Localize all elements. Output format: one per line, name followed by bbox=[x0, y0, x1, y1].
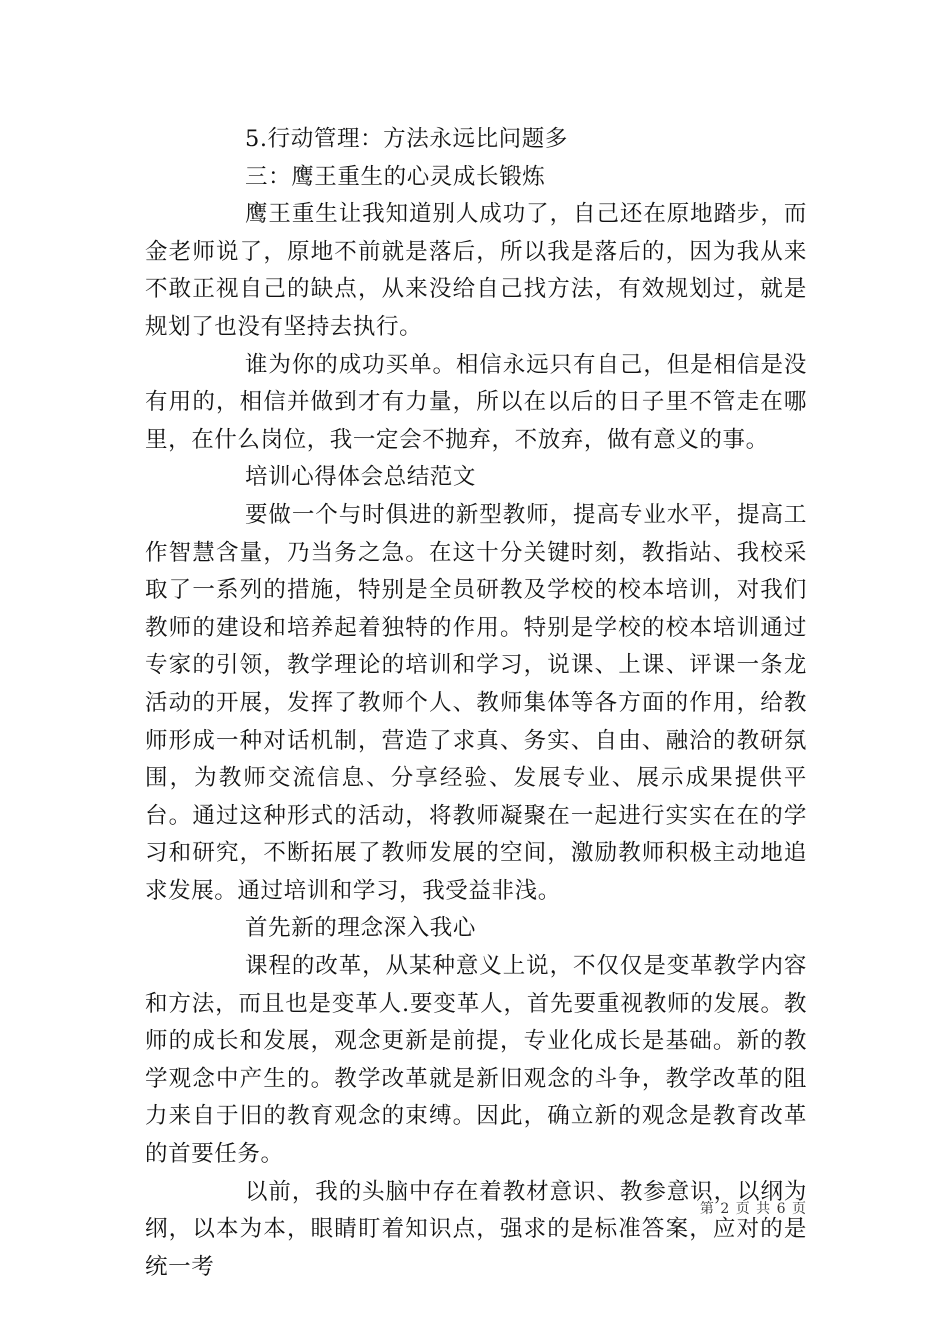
paragraph-eagle-rebirth: 鹰王重生让我知道别人成功了，自己还在原地踏步，而金老师说了，原地不前就是落后，所以我是落后的，因为我从来不敢正视自己的缺点，从来没给自己找方法，有效规划过，就是规划了也没有坚持去执行。 bbox=[145, 201, 807, 340]
page-number-footer: 第 2 页 共 6 页 bbox=[699, 1201, 807, 1217]
section-heading-action-management: 5.行动管理：方法永远比问题多 bbox=[245, 126, 568, 152]
document-body bbox=[145, 121, 807, 1286]
paragraph-previously: 以前，我的头脑中存在着教材意识、教参意识，以纲为纲，以本为本，眼睛盯着知识点，强求的是标准答案，应对的是统一考 bbox=[145, 1178, 807, 1280]
section-heading-new-concept: 首先新的理念深入我心 bbox=[245, 915, 477, 942]
section-heading-eagle-rebirth: 三：鹰王重生的心灵成长锻炼 bbox=[245, 163, 546, 190]
paragraph-who-pays: 谁为你的成功买单。相信永远只有自己，但是相信是没有用的，相信并做到才有力量，所以在以后的日子里不管走在哪里，在什么岗位，我一定会不抛弃，不放弃，做有意义的事。 bbox=[145, 351, 807, 453]
section-heading-training-summary: 培训心得体会总结范文 bbox=[245, 464, 477, 491]
paragraph-curriculum-reform: 课程的改革，从某种意义上说，不仅仅是变革教学内容和方法，而且也是变革人.要变革人，首先要重视教师的发展。教师的成长和发展，观念更新是前提，专业化成长是基础。新的教学观念中产生的。教学改革就是新旧观念的斗争，教学改革的阻力来自于旧的教育观念的束缚。因此，确立新的观念是教育改革的首要任务。 bbox=[145, 953, 807, 1168]
paragraph-new-teacher: 要做一个与时俱进的新型教师，提高专业水平，提高工作智慧含量，乃当务之急。在这十分关键时刻，教指站、我校采取了一系列的措施，特别是全员研教及学校的校本培训，对我们教师的建设和培养起着独特的作用。特别是学校的校本培训通过专家的引领，教学理论的培训和学习，说课、上课、评课一条龙活动的开展，发挥了教师个人、教师集体等各方面的作用，给教师形成一种对话机制，营造了求真、务实、自由、融洽的教研氛围，为教师交流信息、分享经验、发展专业、展示成果提供平台。通过这种形式的活动，将教师凝聚在一起进行实实在在的学习和研究，不断拓展了教师发展的空间，激励教师积极主动地追求发展。通过培训和学习，我受益非浅。 bbox=[145, 501, 807, 904]
